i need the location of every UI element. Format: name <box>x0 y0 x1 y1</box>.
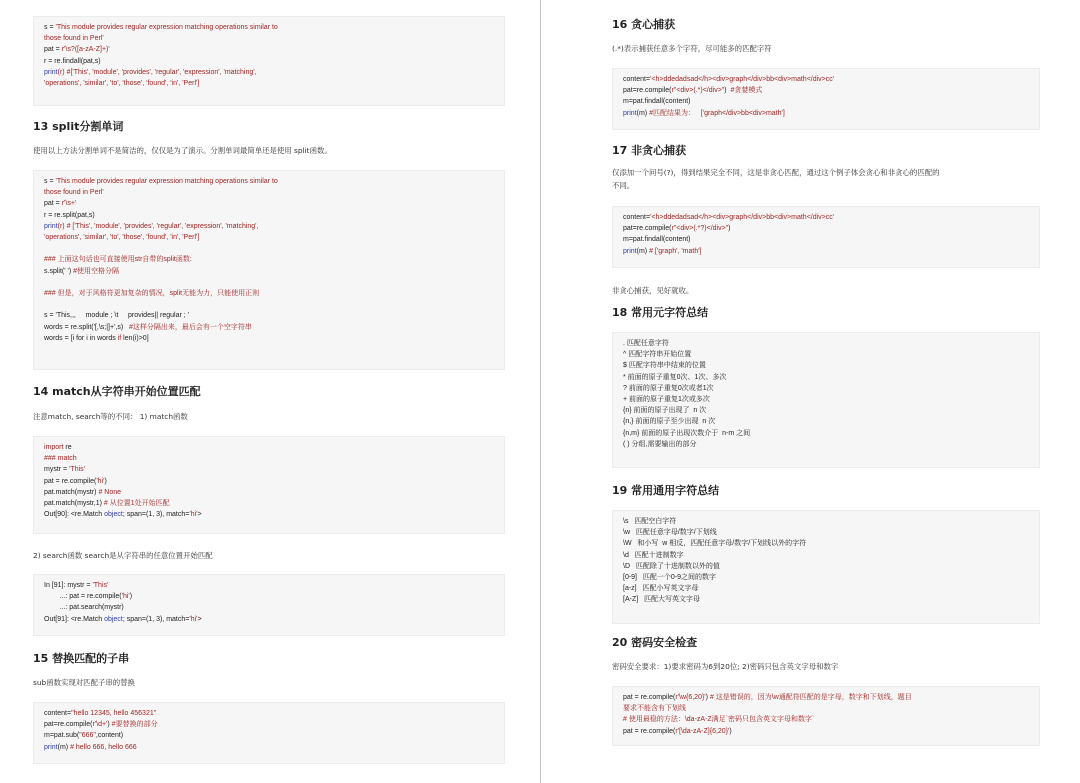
code-line: ...: pat = re.compile('hi') <box>44 593 133 601</box>
code-line: pat = r'\s+' <box>44 200 77 208</box>
code-block-password <box>612 686 1040 746</box>
code-line: [0-9] 匹配一个0-9之间的数字 <box>623 574 716 582</box>
code-line: print(r) #['This', 'module', 'provides', 'regular', 'expression', 'matching', <box>44 68 257 76</box>
code-line: pat = re.compile('hi') <box>44 477 107 485</box>
code-line: + 前面的原子重复1次或多次 <box>623 396 710 404</box>
code-line <box>44 299 494 310</box>
code-line: 要求不能含有下划线 <box>623 705 686 713</box>
code-line: \D 匹配除了十进制数以外的值 <box>623 562 720 570</box>
section-heading-17: 17 非贪心捕获 <box>612 144 687 157</box>
code-line: pat=re.compile(r"<div>(.*)</div>") #贪婪模式 <box>623 87 763 95</box>
code-line: pat.match(mystr) # None <box>44 488 122 496</box>
code-line: ( ) 分组,需要输出的部分 <box>623 440 697 448</box>
code-line: s = 'This module provides regular expression matching operations similar to <box>44 24 278 31</box>
code-block-match <box>33 436 505 534</box>
code-block-nongreedy <box>612 206 1040 268</box>
code-line: Out[90]: <re.Match object; span=(1, 3), match='hi'> <box>44 511 202 519</box>
code-line: ? 前面的原子重复0次或者1次 <box>623 384 714 392</box>
code-block-sub <box>33 702 505 764</box>
section-text-17b: 非贪心捕获，见好就收。 <box>612 286 694 295</box>
code-block-greedy <box>612 68 1040 130</box>
section-text-13: 使用以上方法分割单词不是简洁的，仅仅是为了演示。分割单词最简单还是使用 split函数。 <box>33 146 332 155</box>
code-line: ### 上面这句话也可直接使用str自带的split函数: <box>44 256 192 264</box>
code-block-search <box>33 574 505 636</box>
code-line: ### 但是，对于风格符更加复杂的情况，split无能为力，只能使用正则 <box>44 290 260 298</box>
code-line: # 使用最稳的方法：\da-zA-Z满足`密码只包含英文字母和数字` <box>623 716 815 724</box>
code-line: {n,} 前面的原子至少出现 n 次 <box>623 418 716 426</box>
code-line: 'operations', 'similar', 'to', 'those', 'found', 'in', 'Perl'] <box>44 234 200 242</box>
code-line: content="hello 12345, hello 456321" <box>44 710 157 717</box>
code-line: s = 'This,,, module ; \t provides|| regular ; ' <box>44 312 190 320</box>
section-text-17: 仅添加一个问号(?)，得到结果完全不同，这是非贪心匹配，通过这个例子体会贪心和非贪心的匹配的 不同。 <box>612 168 940 190</box>
code-line: \w 匹配任意字母/数字/下划线 <box>623 529 717 537</box>
code-line: mystr = 'This' <box>44 466 85 474</box>
code-line: m=pat.sub("666",content) <box>44 732 124 740</box>
code-line: \W 和小写 w 相反，匹配任意字母/数字/下划线以外的字符 <box>623 540 807 548</box>
code-line: words = [i for i in words if len(i)>0] <box>44 334 149 342</box>
section-heading-15: 15 替换匹配的子串 <box>33 652 130 665</box>
section-heading-20: 20 密码安全检查 <box>612 636 698 649</box>
code-line <box>44 243 494 254</box>
code-line: r = re.findall(pat,s) <box>44 57 101 65</box>
code-block-metachars <box>612 332 1040 468</box>
section-heading-19: 19 常用通用字符总结 <box>612 484 720 497</box>
code-line: print(r) # ['This', 'module', 'provides', 'regular', 'expression', 'matching', <box>44 222 259 230</box>
code-line: print(m) # hello 666, hello 666 <box>44 743 137 751</box>
code-line: r = re.split(pat,s) <box>44 211 95 219</box>
code-line: ...: pat.search(mystr) <box>44 604 124 612</box>
code-line: pat = re.compile(r'[\da-zA-Z]{6,20}') <box>623 727 732 735</box>
code-line: pat=re.compile(r'\d+') #要替换的部分 <box>44 721 158 729</box>
code-line: [A-Z] 匹配大写英文字母 <box>623 596 700 604</box>
code-line: pat=re.compile(r"<div>(.*?)</div>") <box>623 225 731 233</box>
code-line: pat = r'\s?([a-zA-Z]+)' <box>44 46 110 54</box>
code-line: m=pat.findall(content) <box>623 236 691 244</box>
code-line: {n,m} 前面的原子出现次数介于 n-m 之间 <box>623 429 751 437</box>
section-heading-16: 16 贪心捕获 <box>612 18 676 31</box>
code-line: \s 匹配空白字符 <box>623 518 677 525</box>
code-line <box>44 277 494 288</box>
code-block-findall <box>33 16 505 106</box>
code-line: print(m) # ['graph', 'math'] <box>623 247 702 255</box>
section-text-14: 注意match, search等的不同： 1) match函数 <box>33 412 188 421</box>
code-line: words = re.split('[,\s;|]+',s) #这样分隔出来，最后会有一个空字符串 <box>44 323 252 331</box>
code-line: content='<h>ddedadsad</h><div>graph</div>bb<div>math</div>cc' <box>623 76 835 83</box>
code-line: s.split(' ') #使用空格分隔 <box>44 267 120 275</box>
section-text-15: sub函数实现对匹配子串的替换 <box>33 678 135 687</box>
code-line: those found in Perl' <box>44 189 104 197</box>
code-line: pat.match(mystr,1) # 从位置1处开始匹配 <box>44 500 170 508</box>
code-line: s = 'This module provides regular expression matching operations similar to <box>44 178 278 185</box>
section-heading-18: 18 常用元字符总结 <box>612 306 709 319</box>
code-line: Out[91]: <re.Match object; span=(1, 3), match='hi'> <box>44 615 202 623</box>
code-line: $ 匹配字符串中结束的位置 <box>623 362 706 370</box>
code-line: those found in Perl' <box>44 35 104 43</box>
code-line: . 匹配任意字符 <box>623 340 669 347</box>
code-block-split <box>33 170 505 370</box>
code-line: import re <box>44 444 72 451</box>
code-line: pat = re.compile(r'\w{6,20}') # 这是错误的，因为\w通配符匹配的是字母，数字和下划线，题目 <box>623 694 912 701</box>
code-line: content='<h>ddedadsad</h><div>graph</div>bb<div>math</div>cc' <box>623 214 835 221</box>
code-line: {n} 前面的原子出现了 n 次 <box>623 407 707 415</box>
section-text-14b: 2) search函数 search是从字符串的任意位置开始匹配 <box>33 551 213 560</box>
code-line: In [91]: mystr = 'This' <box>44 582 109 589</box>
code-line: m=pat.findall(content) <box>623 98 691 106</box>
page-divider <box>540 0 541 783</box>
code-line: * 前面的原子重复0次、1次、多次 <box>623 373 727 381</box>
section-heading-13: 13 split分割单词 <box>33 120 124 133</box>
code-line: [a-z] 匹配小写英文字母 <box>623 585 699 593</box>
code-line: 'operations', 'similar', 'to', 'those', 'found', 'in', 'Perl'] <box>44 80 200 88</box>
section-text-20: 密码安全要求：1)要求密码为6到20位; 2)密码只包含英文字母和数字 <box>612 662 839 671</box>
section-text-16: (.*)表示捕获任意多个字符，尽可能多的匹配字符 <box>612 44 772 53</box>
section-heading-14: 14 match从字符串开始位置匹配 <box>33 385 201 398</box>
code-line: print(m) #匹配结果为： ['graph</div>bb<div>math'] <box>623 109 785 117</box>
code-line: \d 匹配十进制数字 <box>623 551 684 559</box>
code-line: ^ 匹配字符串开始位置 <box>623 351 692 359</box>
code-block-charclasses <box>612 510 1040 624</box>
code-line: ### match <box>44 455 77 463</box>
